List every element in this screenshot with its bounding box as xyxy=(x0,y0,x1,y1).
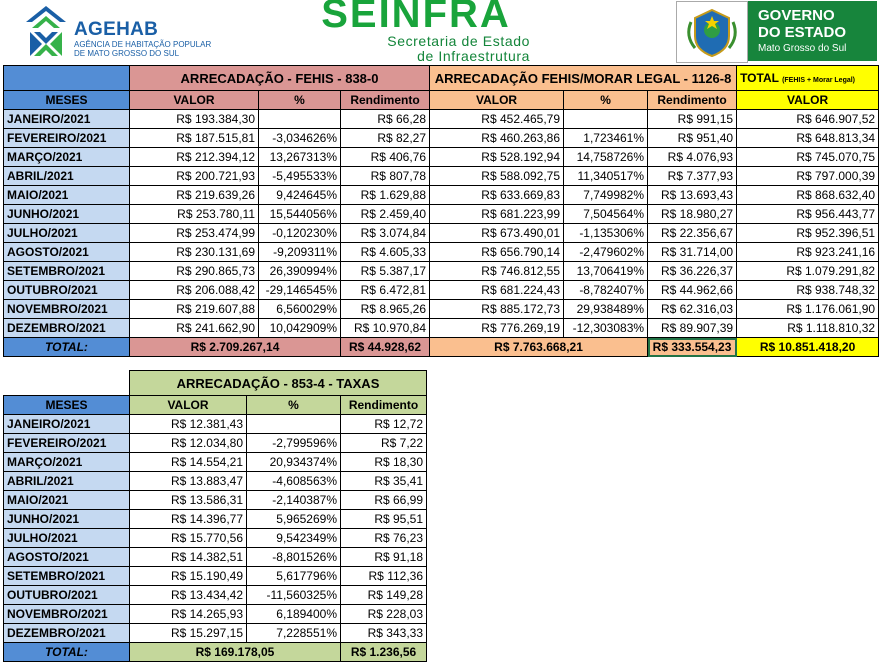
valor-taxas-cell[interactable]: R$ 15.190,49 xyxy=(130,567,247,586)
fehis-title: ARRECADAÇÃO - FEHIS - 838-0 xyxy=(130,66,430,91)
month-cell[interactable]: JANEIRO/2021 xyxy=(4,110,130,129)
col-header-rend-taxas: Rendimento xyxy=(341,396,427,415)
rend-fehis-cell[interactable]: R$ 1.629,88 xyxy=(341,186,430,205)
governo-line-1: GOVERNO xyxy=(758,7,835,24)
total-title xyxy=(737,66,879,91)
table-row xyxy=(4,167,879,186)
table-row xyxy=(4,243,879,262)
valor-fehis-cell[interactable]: R$ 219.607,88 xyxy=(130,300,259,319)
rend-taxas-cell[interactable]: R$ 76,23 xyxy=(341,529,427,548)
month-cell[interactable]: AGOSTO/2021 xyxy=(4,243,130,262)
pct-fehis-cell[interactable]: -3,034626% xyxy=(259,129,341,148)
rend-fehis-cell[interactable]: R$ 2.459,40 xyxy=(341,205,430,224)
total-valor-morar[interactable]: R$ 7.763.668,21 xyxy=(430,338,648,357)
valor-taxas-cell[interactable]: R$ 14.554,21 xyxy=(130,453,247,472)
table-row xyxy=(4,586,427,605)
valor-morar-cell[interactable]: R$ 528.192,94 xyxy=(430,148,564,167)
col-header-pct-fehis: % xyxy=(259,91,341,110)
rend-morar-cell[interactable]: R$ 18.980,27 xyxy=(648,205,737,224)
valor-fehis-cell[interactable]: R$ 230.131,69 xyxy=(130,243,259,262)
seinfra-title: SEINFRA xyxy=(321,0,511,36)
governo-brand xyxy=(748,1,877,61)
pct-taxas-cell[interactable] xyxy=(247,415,341,434)
pct-morar-cell[interactable]: 7,749982% xyxy=(564,186,648,205)
month-cell[interactable]: ABRIL/2021 xyxy=(4,167,130,186)
rend-morar-cell[interactable]: R$ 22.356,67 xyxy=(648,224,737,243)
valor-fehis-cell[interactable]: R$ 206.088,42 xyxy=(130,281,259,300)
valor-fehis-cell[interactable]: R$ 212.394,12 xyxy=(130,148,259,167)
pct-morar-cell[interactable]: -2,479602% xyxy=(564,243,648,262)
month-cell[interactable]: DEZEMBRO/2021 xyxy=(4,624,130,643)
pct-fehis-cell[interactable] xyxy=(259,110,341,129)
month-cell[interactable]: MARÇO/2021 xyxy=(4,453,130,472)
valor-taxas-cell[interactable]: R$ 12.034,80 xyxy=(130,434,247,453)
month-cell[interactable]: FEVEREIRO/2021 xyxy=(4,129,130,148)
rend-morar-cell[interactable]: R$ 31.714,00 xyxy=(648,243,737,262)
col-header-meses: MESES xyxy=(4,396,130,415)
table-row xyxy=(4,224,879,243)
rend-morar-cell[interactable]: R$ 62.316,03 xyxy=(648,300,737,319)
col-header-valor-taxas: VALOR xyxy=(130,396,247,415)
agehab-subtitle-2: DE MATO GROSSO DO SUL xyxy=(74,49,180,58)
rend-taxas-cell[interactable]: R$ 66,99 xyxy=(341,491,427,510)
taxas-table-body xyxy=(4,415,427,643)
table-row xyxy=(4,129,879,148)
col-header-meses: MESES xyxy=(4,91,130,110)
governo-line-2: DO ESTADO xyxy=(758,24,847,41)
valor-morar-cell[interactable]: R$ 452.465,79 xyxy=(430,110,564,129)
valor-fehis-cell[interactable]: R$ 193.384,30 xyxy=(130,110,259,129)
corner-cell xyxy=(4,66,130,91)
rend-fehis-cell[interactable]: R$ 406,76 xyxy=(341,148,430,167)
pct-fehis-cell[interactable]: -0,120230% xyxy=(259,224,341,243)
pct-morar-cell[interactable]: -12,303083% xyxy=(564,319,648,338)
pct-fehis-cell[interactable]: 9,424645% xyxy=(259,186,341,205)
month-cell[interactable]: NOVEMBRO/2021 xyxy=(4,605,130,624)
month-cell[interactable]: FEVEREIRO/2021 xyxy=(4,434,130,453)
rend-taxas-cell[interactable]: R$ 343,33 xyxy=(341,624,427,643)
month-cell[interactable]: DEZEMBRO/2021 xyxy=(4,319,130,338)
pct-morar-cell[interactable]: 11,340517% xyxy=(564,167,648,186)
total-valor-taxas[interactable]: R$ 169.178,05 xyxy=(130,643,341,662)
rend-taxas-cell[interactable]: R$ 35,41 xyxy=(341,472,427,491)
valor-total-cell[interactable]: R$ 938.748,32 xyxy=(737,281,879,300)
rend-fehis-cell[interactable]: R$ 66,28 xyxy=(341,110,430,129)
total-rend-taxas[interactable]: R$ 1.236,56 xyxy=(341,643,427,662)
valor-total-cell[interactable]: R$ 868.632,40 xyxy=(737,186,879,205)
table-row xyxy=(4,186,879,205)
rend-morar-cell[interactable]: R$ 4.076,93 xyxy=(648,148,737,167)
taxas-table xyxy=(3,370,427,662)
valor-morar-cell[interactable]: R$ 656.790,14 xyxy=(430,243,564,262)
rend-fehis-cell[interactable]: R$ 4.605,33 xyxy=(341,243,430,262)
pct-morar-cell[interactable]: 14,758726% xyxy=(564,148,648,167)
valor-morar-cell[interactable]: R$ 776.269,19 xyxy=(430,319,564,338)
valor-fehis-cell[interactable]: R$ 187.515,81 xyxy=(130,129,259,148)
rend-morar-cell[interactable]: R$ 951,40 xyxy=(648,129,737,148)
month-cell[interactable]: SETEMBRO/2021 xyxy=(4,567,130,586)
col-header-valor-fehis: VALOR xyxy=(130,91,259,110)
table-row xyxy=(4,605,427,624)
rend-morar-cell[interactable]: R$ 991,15 xyxy=(648,110,737,129)
total-geral[interactable]: R$ 10.851.418,20 xyxy=(737,338,879,357)
valor-morar-cell[interactable]: R$ 588.092,75 xyxy=(430,167,564,186)
valor-fehis-cell[interactable]: R$ 253.780,11 xyxy=(130,205,259,224)
rend-taxas-cell[interactable]: R$ 7,22 xyxy=(341,434,427,453)
table-row xyxy=(4,453,427,472)
valor-morar-cell[interactable]: R$ 681.223,99 xyxy=(430,205,564,224)
valor-total-cell[interactable]: R$ 1.118.810,32 xyxy=(737,319,879,338)
valor-morar-cell[interactable]: R$ 633.669,83 xyxy=(430,186,564,205)
valor-morar-cell[interactable]: R$ 885.172,73 xyxy=(430,300,564,319)
table-row xyxy=(4,472,427,491)
col-header-valor-morar: VALOR xyxy=(430,91,564,110)
valor-taxas-cell[interactable]: R$ 15.297,15 xyxy=(130,624,247,643)
rend-fehis-cell[interactable]: R$ 3.074,84 xyxy=(341,224,430,243)
rend-taxas-cell[interactable]: R$ 149,28 xyxy=(341,586,427,605)
fehis-table xyxy=(3,65,879,357)
valor-morar-cell[interactable]: R$ 460.263,86 xyxy=(430,129,564,148)
taxas-title: ARRECADAÇÃO - 853-4 - TAXAS xyxy=(130,371,427,396)
pct-morar-cell[interactable]: 1,723461% xyxy=(564,129,648,148)
agehab-brand xyxy=(74,20,211,58)
seinfra-subtitle-2: de Infraestrutura xyxy=(417,48,530,64)
corner-blank xyxy=(4,371,130,396)
total-label: TOTAL: xyxy=(4,643,130,662)
pct-morar-cell[interactable]: 7,504564% xyxy=(564,205,648,224)
governo-state: Mato Grosso do Sul xyxy=(758,43,847,54)
valor-fehis-cell[interactable]: R$ 290.865,73 xyxy=(130,262,259,281)
pct-taxas-cell[interactable]: 6,189400% xyxy=(247,605,341,624)
pct-morar-cell[interactable]: 13,706419% xyxy=(564,262,648,281)
month-cell[interactable]: OUTUBRO/2021 xyxy=(4,586,130,605)
pct-taxas-cell[interactable]: -2,140387% xyxy=(247,491,341,510)
valor-total-cell[interactable]: R$ 956.443,77 xyxy=(737,205,879,224)
pct-fehis-cell[interactable]: 10,042909% xyxy=(259,319,341,338)
table-row xyxy=(4,624,427,643)
pct-fehis-cell[interactable]: 6,560029% xyxy=(259,300,341,319)
rend-taxas-cell[interactable]: R$ 12,72 xyxy=(341,415,427,434)
pct-taxas-cell[interactable]: 20,934374% xyxy=(247,453,341,472)
pct-taxas-cell[interactable]: -2,799596% xyxy=(247,434,341,453)
month-cell[interactable]: JANEIRO/2021 xyxy=(4,415,130,434)
valor-taxas-cell[interactable]: R$ 13.883,47 xyxy=(130,472,247,491)
valor-morar-cell[interactable]: R$ 673.490,01 xyxy=(430,224,564,243)
table-row xyxy=(4,434,427,453)
valor-total-cell[interactable]: R$ 1.079.291,82 xyxy=(737,262,879,281)
total-rend-fehis[interactable]: R$ 44.928,62 xyxy=(341,338,430,357)
table-row xyxy=(4,300,879,319)
pct-taxas-cell[interactable]: 7,228551% xyxy=(247,624,341,643)
rend-fehis-cell[interactable]: R$ 807,78 xyxy=(341,167,430,186)
pct-taxas-cell[interactable]: -8,801526% xyxy=(247,548,341,567)
pct-morar-cell[interactable]: -8,782407% xyxy=(564,281,648,300)
valor-total-cell[interactable]: R$ 1.176.061,90 xyxy=(737,300,879,319)
state-seal-icon xyxy=(677,2,747,62)
agehab-logo-icon xyxy=(22,2,70,58)
table-row xyxy=(4,205,879,224)
rend-fehis-cell[interactable]: R$ 5.387,17 xyxy=(341,262,430,281)
total-rend-morar[interactable]: R$ 333.554,23 xyxy=(648,338,737,357)
col-header-valor-total: VALOR xyxy=(737,91,879,110)
valor-total-cell[interactable]: R$ 646.907,52 xyxy=(737,110,879,129)
month-cell[interactable]: MARÇO/2021 xyxy=(4,148,130,167)
total-title-note: (FEHIS + Morar Legal) xyxy=(782,77,856,84)
valor-fehis-cell[interactable]: R$ 200.721,93 xyxy=(130,167,259,186)
month-cell[interactable]: ABRIL/2021 xyxy=(4,472,130,491)
col-header-pct-morar: % xyxy=(564,91,648,110)
pct-morar-cell[interactable] xyxy=(564,110,648,129)
month-cell[interactable]: NOVEMBRO/2021 xyxy=(4,300,130,319)
page-header xyxy=(0,0,884,64)
table-row xyxy=(4,262,879,281)
table-row xyxy=(4,567,427,586)
valor-taxas-cell[interactable]: R$ 13.434,42 xyxy=(130,586,247,605)
rend-taxas-cell[interactable]: R$ 95,51 xyxy=(341,510,427,529)
valor-taxas-cell[interactable]: R$ 15.770,56 xyxy=(130,529,247,548)
pct-fehis-cell[interactable]: 26,390994% xyxy=(259,262,341,281)
pct-morar-cell[interactable]: -1,135306% xyxy=(564,224,648,243)
rend-morar-cell[interactable]: R$ 44.962,66 xyxy=(648,281,737,300)
rend-morar-cell[interactable]: R$ 7.377,93 xyxy=(648,167,737,186)
valor-fehis-cell[interactable]: R$ 241.662,90 xyxy=(130,319,259,338)
pct-taxas-cell[interactable]: -11,560325% xyxy=(247,586,341,605)
rend-fehis-cell[interactable]: R$ 82,27 xyxy=(341,129,430,148)
agehab-name: AGEHAB xyxy=(74,19,159,40)
month-cell[interactable]: JUNHO/2021 xyxy=(4,510,130,529)
valor-total-cell[interactable]: R$ 952.396,51 xyxy=(737,224,879,243)
valor-morar-cell[interactable]: R$ 746.812,55 xyxy=(430,262,564,281)
total-valor-fehis[interactable]: R$ 2.709.267,14 xyxy=(130,338,341,357)
total-title-text: TOTAL xyxy=(740,71,779,85)
total-label: TOTAL: xyxy=(4,338,130,357)
col-header-rend-morar: Rendimento xyxy=(648,91,737,110)
rend-taxas-cell[interactable]: R$ 228,03 xyxy=(341,605,427,624)
seinfra-brand xyxy=(296,0,536,64)
valor-total-cell[interactable]: R$ 923.241,16 xyxy=(737,243,879,262)
rend-morar-cell[interactable]: R$ 89.907,39 xyxy=(648,319,737,338)
month-cell[interactable]: JULHO/2021 xyxy=(4,224,130,243)
fehis-table-body xyxy=(4,110,879,338)
pct-morar-cell[interactable]: 29,938489% xyxy=(564,300,648,319)
rend-fehis-cell[interactable]: R$ 8.965,26 xyxy=(341,300,430,319)
valor-fehis-cell[interactable]: R$ 253.474,99 xyxy=(130,224,259,243)
state-seal-box xyxy=(676,1,748,63)
pct-fehis-cell[interactable]: 15,544056% xyxy=(259,205,341,224)
rend-morar-cell[interactable]: R$ 13.693,43 xyxy=(648,186,737,205)
valor-fehis-cell[interactable]: R$ 219.639,26 xyxy=(130,186,259,205)
valor-total-cell[interactable]: R$ 745.070,75 xyxy=(737,148,879,167)
col-header-rend-fehis: Rendimento xyxy=(341,91,430,110)
rend-taxas-cell[interactable]: R$ 18,30 xyxy=(341,453,427,472)
rend-taxas-cell[interactable]: R$ 91,18 xyxy=(341,548,427,567)
table-row xyxy=(4,510,427,529)
table-row xyxy=(4,415,427,434)
month-cell[interactable]: OUTUBRO/2021 xyxy=(4,281,130,300)
pct-taxas-cell[interactable]: 5,965269% xyxy=(247,510,341,529)
month-cell[interactable]: JULHO/2021 xyxy=(4,529,130,548)
pct-taxas-cell[interactable]: 9,542349% xyxy=(247,529,341,548)
valor-taxas-cell[interactable]: R$ 13.586,31 xyxy=(130,491,247,510)
table-row xyxy=(4,548,427,567)
month-cell[interactable]: JUNHO/2021 xyxy=(4,205,130,224)
pct-fehis-cell[interactable]: 13,267313% xyxy=(259,148,341,167)
rend-taxas-cell[interactable]: R$ 112,36 xyxy=(341,567,427,586)
rend-morar-cell[interactable]: R$ 36.226,37 xyxy=(648,262,737,281)
pct-fehis-cell[interactable]: -29,146545% xyxy=(259,281,341,300)
table-row xyxy=(4,110,879,129)
table-row xyxy=(4,529,427,548)
valor-total-cell[interactable]: R$ 648.813,34 xyxy=(737,129,879,148)
valor-taxas-cell[interactable]: R$ 12.381,43 xyxy=(130,415,247,434)
col-header-pct-taxas: % xyxy=(247,396,341,415)
valor-taxas-cell[interactable]: R$ 14.396,77 xyxy=(130,510,247,529)
pct-fehis-cell[interactable]: -9,209311% xyxy=(259,243,341,262)
table-row xyxy=(4,281,879,300)
governo-title xyxy=(758,7,846,41)
valor-taxas-cell[interactable]: R$ 14.265,93 xyxy=(130,605,247,624)
month-cell[interactable]: AGOSTO/2021 xyxy=(4,548,130,567)
month-cell[interactable]: MAIO/2021 xyxy=(4,186,130,205)
table-row xyxy=(4,319,879,338)
pct-taxas-cell[interactable]: 5,617796% xyxy=(247,567,341,586)
pct-fehis-cell[interactable]: -5,495533% xyxy=(259,167,341,186)
valor-total-cell[interactable]: R$ 797.000,39 xyxy=(737,167,879,186)
seinfra-subtitle-1: Secretaria de Estado xyxy=(387,33,530,49)
table-row xyxy=(4,491,427,510)
month-cell[interactable]: MAIO/2021 xyxy=(4,491,130,510)
rend-fehis-cell[interactable]: R$ 6.472,81 xyxy=(341,281,430,300)
table-row xyxy=(4,148,879,167)
morar-legal-title: ARRECADAÇÃO FEHIS/MORAR LEGAL - 1126-8 xyxy=(430,66,737,91)
valor-morar-cell[interactable]: R$ 681.224,43 xyxy=(430,281,564,300)
pct-taxas-cell[interactable]: -4,608563% xyxy=(247,472,341,491)
rend-fehis-cell[interactable]: R$ 10.970,84 xyxy=(341,319,430,338)
month-cell[interactable]: SETEMBRO/2021 xyxy=(4,262,130,281)
agehab-subtitle-1: AGÊNCIA DE HABITAÇÃO POPULAR xyxy=(74,40,212,49)
valor-taxas-cell[interactable]: R$ 14.382,51 xyxy=(130,548,247,567)
